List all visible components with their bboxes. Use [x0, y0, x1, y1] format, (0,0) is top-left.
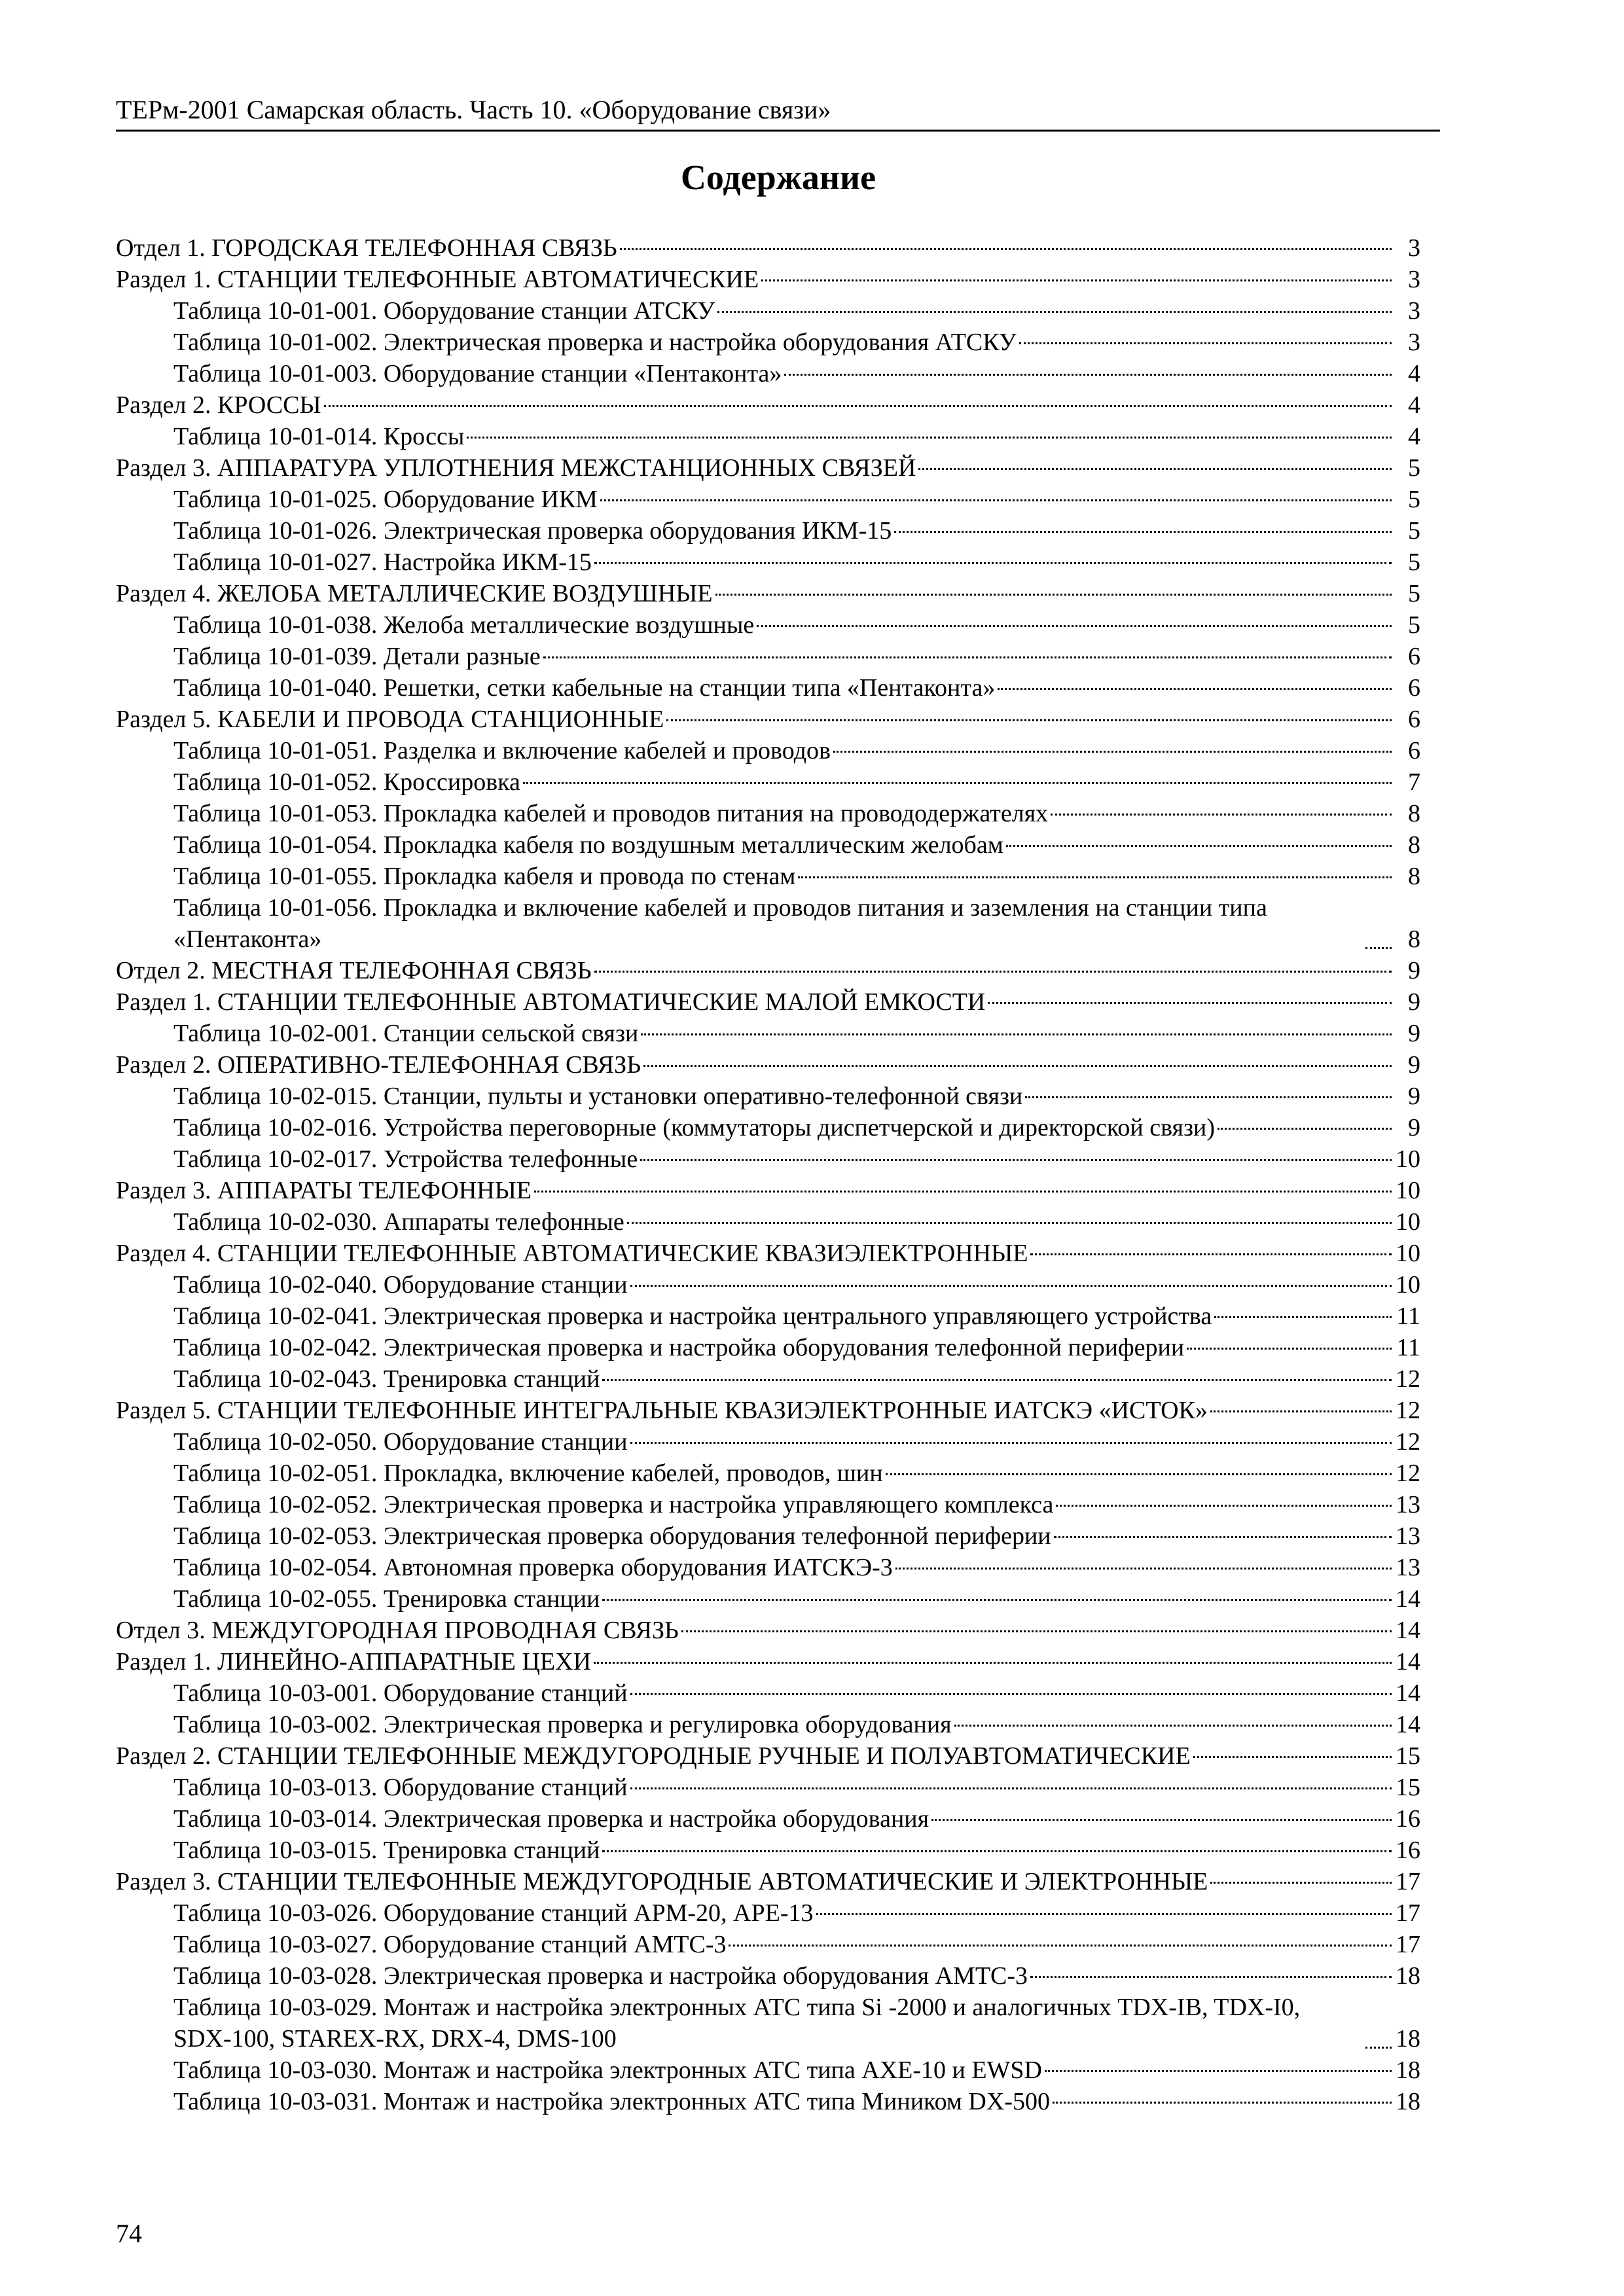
toc-entry[interactable] — [116, 1709, 1420, 1740]
toc-dot-leader — [1193, 1756, 1392, 1758]
toc-entry[interactable] — [116, 515, 1420, 547]
toc-entry-page: 9 — [1408, 1083, 1420, 1110]
toc-entry-page: 10 — [1396, 1271, 1420, 1299]
toc-dot-leader — [784, 374, 1392, 376]
toc-entry-label: Таблица 10-01-051. Разделка и включение кабелей и проводов — [173, 737, 831, 764]
toc-entry-page: 15 — [1396, 1774, 1420, 1801]
toc-entry-page: 9 — [1408, 957, 1420, 984]
toc-dot-leader — [1187, 1348, 1392, 1350]
toc-entry[interactable] — [116, 264, 1420, 295]
toc-dot-leader — [954, 1725, 1392, 1727]
toc-dot-leader — [1006, 845, 1392, 847]
toc-entry-page: 17 — [1396, 1868, 1420, 1895]
toc-dot-leader — [1365, 2047, 1392, 2049]
toc-entry-label: Таблица 10-01-053. Прокладка кабелей и проводов питания на провододержателях — [173, 800, 1049, 827]
toc-entry-page: 18 — [1396, 2056, 1420, 2084]
toc-entry[interactable] — [116, 955, 1420, 986]
toc-entry-label: Раздел 3. АППАРАТЫ ТЕЛЕФОННЫЕ — [116, 1177, 532, 1204]
toc-dot-leader — [641, 1033, 1392, 1035]
toc-dot-leader — [681, 1630, 1392, 1632]
toc-entry[interactable] — [116, 1112, 1420, 1143]
toc-dot-leader — [1045, 2070, 1392, 2072]
toc-entry-label: Раздел 4. ЖЕЛОБА МЕТАЛЛИЧЕСКИЕ ВОЗДУШНЫЕ — [116, 580, 713, 607]
toc-entry[interactable] — [116, 641, 1420, 672]
toc-entry[interactable] — [116, 232, 1420, 264]
toc-entry[interactable] — [116, 1206, 1420, 1238]
toc-dot-leader — [666, 719, 1392, 721]
toc-entry[interactable] — [116, 1143, 1420, 1175]
toc-entry-label: Таблица 10-01-025. Оборудование ИКМ — [173, 486, 598, 513]
toc-entry-label: Таблица 10-01-014. Кроссы — [173, 423, 465, 450]
toc-dot-leader — [1019, 342, 1392, 344]
toc-dot-leader — [523, 782, 1392, 784]
toc-entry-label: Раздел 2. СТАНЦИИ ТЕЛЕФОННЫЕ МЕЖДУГОРОДНЫЕ РУЧНЫЕ И ПОЛУАВТОМАТИЧЕСКИЕ — [116, 1742, 1191, 1770]
toc-entry[interactable] — [116, 1583, 1420, 1615]
toc-dot-leader — [886, 1473, 1392, 1475]
toc-entry-page: 11 — [1396, 1334, 1420, 1361]
toc-entry-label: Таблица 10-02-030. Аппараты телефонные — [173, 1208, 624, 1236]
toc-entry-label: Таблица 10-02-001. Станции сельской связи — [173, 1020, 639, 1047]
toc-entry-label: Раздел 5. КАБЕЛИ И ПРОВОДА СТАНЦИОННЫЕ — [116, 706, 664, 733]
toc-entry-page: 14 — [1396, 1679, 1420, 1707]
toc-entry[interactable] — [116, 2086, 1420, 2117]
toc-entry-page: 14 — [1396, 1617, 1420, 1644]
toc-entry[interactable] — [116, 1897, 1420, 1929]
toc-entry[interactable] — [116, 861, 1420, 892]
toc-entry-label: Таблица 10-03-026. Оборудование станций АРМ-20, АРЕ-13 — [173, 1899, 814, 1927]
toc-entry-page: 6 — [1408, 737, 1420, 764]
toc-entry-page: 8 — [1408, 925, 1420, 953]
toc-entry[interactable] — [116, 1740, 1420, 1772]
toc-entry-page: 3 — [1408, 297, 1420, 325]
toc-entry-label: Таблица 10-02-015. Станции, пульты и установки оперативно-телефонной связи — [173, 1083, 1023, 1110]
toc-entry-label: Раздел 1. ЛИНЕЙНО-АППАРАТНЫЕ ЦЕХИ — [116, 1648, 592, 1676]
toc-entry[interactable] — [116, 766, 1420, 798]
toc-dot-leader — [833, 751, 1392, 753]
toc-entry-label: Таблица 10-01-055. Прокладка кабеля и провода по стенам — [173, 863, 796, 890]
toc-entry-page: 4 — [1408, 391, 1420, 419]
toc-entry[interactable] — [116, 735, 1420, 766]
toc-entry-page: 14 — [1396, 1711, 1420, 1738]
toc-entry-page: 9 — [1408, 1020, 1420, 1047]
toc-entry-page: 10 — [1396, 1177, 1420, 1204]
toc-dot-leader — [761, 279, 1392, 281]
header-rule — [116, 130, 1440, 132]
toc-dot-leader — [1365, 947, 1392, 949]
toc-entry[interactable] — [116, 1081, 1420, 1112]
toc-dot-leader — [543, 656, 1392, 658]
toc-entry-page: 8 — [1408, 831, 1420, 859]
toc-entry-page: 12 — [1396, 1428, 1420, 1456]
toc-entry-page: 17 — [1396, 1899, 1420, 1927]
toc-dot-leader — [602, 1379, 1392, 1381]
toc-entry[interactable] — [116, 1395, 1420, 1426]
toc-entry-page: 4 — [1408, 360, 1420, 387]
toc-entry[interactable] — [116, 1772, 1420, 1803]
toc-entry-page: 18 — [1396, 2088, 1420, 2115]
toc-entry-label: Отдел 2. МЕСТНАЯ ТЕЛЕФОННАЯ СВЯЗЬ — [116, 957, 592, 984]
toc-dot-leader — [757, 625, 1392, 627]
toc-entry-label: Таблица 10-02-050. Оборудование станции — [173, 1428, 628, 1456]
toc-dot-leader — [1030, 1976, 1392, 1978]
toc-dot-leader — [602, 1599, 1392, 1601]
toc-dot-leader — [894, 531, 1392, 533]
toc-dot-leader — [602, 1850, 1392, 1852]
toc-entry-page: 16 — [1396, 1837, 1420, 1864]
toc-entry[interactable] — [116, 547, 1420, 578]
toc-entry[interactable] — [116, 1677, 1420, 1709]
toc-dot-leader — [594, 562, 1392, 564]
toc-entry-label: Таблица 10-02-053. Электрическая проверка оборудования телефонной периферии — [173, 1522, 1051, 1550]
toc-entry[interactable] — [116, 1992, 1420, 2054]
toc-entry-label: Раздел 2. КРОССЫ — [116, 391, 321, 419]
toc-entry-page: 15 — [1396, 1742, 1420, 1770]
toc-entry-page: 17 — [1396, 1931, 1420, 1958]
toc-entry-label: Раздел 2. ОПЕРАТИВНО-ТЕЛЕФОННАЯ СВЯЗЬ — [116, 1051, 641, 1079]
toc-entry-page: 6 — [1408, 643, 1420, 670]
toc-entry-page: 13 — [1396, 1491, 1420, 1518]
toc-entry-label: Таблица 10-02-054. Автономная проверка оборудования ИАТСКЭ-3 — [173, 1554, 893, 1581]
toc-entry-page: 9 — [1408, 988, 1420, 1016]
toc-entry-label: Таблица 10-03-015. Тренировка станций — [173, 1837, 600, 1864]
toc-entry-label: Таблица 10-02-042. Электрическая проверка и настройка оборудования телефонной периферии — [173, 1334, 1185, 1361]
toc-entry[interactable] — [116, 704, 1420, 735]
toc-dot-leader — [594, 1662, 1392, 1664]
toc-entry-label: Раздел 4. СТАНЦИИ ТЕЛЕФОННЫЕ АВТОМАТИЧЕСКИЕ КВАЗИЭЛЕКТРОННЫЕ — [116, 1240, 1028, 1267]
toc-entry-label: Таблица 10-01-039. Детали разные — [173, 643, 541, 670]
toc-dot-leader — [1056, 1505, 1392, 1507]
toc-entry[interactable] — [116, 1646, 1420, 1677]
toc-dot-leader — [630, 1442, 1392, 1444]
toc-entry[interactable] — [116, 421, 1420, 452]
toc-entry[interactable] — [116, 358, 1420, 389]
toc-entry[interactable] — [116, 1615, 1420, 1646]
toc-entry-label: Таблица 10-01-052. Кроссировка — [173, 768, 520, 796]
toc-entry[interactable] — [116, 672, 1420, 704]
toc-dot-leader — [895, 1568, 1392, 1570]
toc-entry-page: 9 — [1408, 1051, 1420, 1079]
toc-entry[interactable] — [116, 1803, 1420, 1835]
toc-entry-page: 5 — [1408, 486, 1420, 513]
toc-entry-label: Отдел 1. ГОРОДСКАЯ ТЕЛЕФОННАЯ СВЯЗЬ — [116, 234, 617, 262]
toc-dot-leader — [998, 688, 1392, 690]
toc-dot-leader — [729, 1945, 1392, 1946]
toc-entry-page: 14 — [1396, 1648, 1420, 1676]
toc-dot-leader — [630, 1285, 1392, 1287]
toc-dot-leader — [1051, 814, 1392, 816]
toc-entry-page: 3 — [1408, 266, 1420, 293]
toc-dot-leader — [918, 468, 1392, 470]
toc-dot-leader — [600, 499, 1392, 501]
toc-entry-label: Таблица 10-03-028. Электрическая проверка и настройка оборудования АМТС-3 — [173, 1962, 1028, 1990]
toc-entry[interactable] — [116, 578, 1420, 609]
toc-entry-label: Таблица 10-01-002. Электрическая проверка и настройка оборудования АТСКУ — [173, 329, 1017, 356]
toc-entry[interactable] — [116, 1238, 1420, 1269]
toc-entry[interactable] — [116, 1332, 1420, 1363]
toc-entry-page: 6 — [1408, 674, 1420, 702]
toc-entry-page: 13 — [1396, 1554, 1420, 1581]
toc-entry[interactable] — [116, 1269, 1420, 1300]
toc-entry[interactable] — [116, 986, 1420, 1018]
toc-entry[interactable] — [116, 1426, 1420, 1458]
toc-entry-page: 18 — [1396, 2025, 1420, 2053]
toc-entry-label: Таблица 10-02-016. Устройства переговорные (коммутаторы диспетчерской и директорской связи) — [173, 1114, 1216, 1141]
toc-entry-label: Раздел 1. СТАНЦИИ ТЕЛЕФОННЫЕ АВТОМАТИЧЕСКИЕ — [116, 266, 759, 293]
toc-entry[interactable] — [116, 1866, 1420, 1897]
toc-dot-leader — [467, 437, 1392, 439]
toc-entry-label: Таблица 10-01-038. Желоба металлические воздушные — [173, 611, 755, 639]
toc-entry-label: Таблица 10-03-002. Электрическая проверка и регулировка оборудования — [173, 1711, 952, 1738]
toc-dot-leader — [717, 311, 1392, 313]
toc-entry-page: 6 — [1408, 706, 1420, 733]
toc-entry[interactable] — [116, 1018, 1420, 1049]
toc-entry[interactable] — [116, 1552, 1420, 1583]
toc-entry-label: Таблица 10-02-055. Тренировка станции — [173, 1585, 600, 1613]
toc-entry-label: Таблица 10-02-051. Прокладка, включение кабелей, проводов, шин — [173, 1460, 883, 1487]
toc-entry-label: Раздел 1. СТАНЦИИ ТЕЛЕФОННЫЕ АВТОМАТИЧЕСКИЕ МАЛОЙ ЕМКОСТИ — [116, 988, 986, 1016]
toc-dot-leader — [1210, 1410, 1392, 1412]
toc-dot-leader — [1030, 1253, 1392, 1255]
toc-dot-leader — [534, 1191, 1392, 1193]
toc-entry[interactable] — [116, 1929, 1420, 1960]
toc-dot-leader — [988, 1002, 1392, 1004]
toc-entry-page: 18 — [1396, 1962, 1420, 1990]
toc-dot-leader — [798, 876, 1392, 878]
toc-entry-label: Раздел 3. СТАНЦИИ ТЕЛЕФОННЫЕ МЕЖДУГОРОДНЫЕ АВТОМАТИЧЕСКИЕ И ЭЛЕКТРОННЫЕ — [116, 1868, 1208, 1895]
toc-entry[interactable] — [116, 829, 1420, 861]
toc-entry-label: Таблица 10-02-043. Тренировка станций — [173, 1365, 600, 1393]
toc-entry-page: 3 — [1408, 329, 1420, 356]
toc-entry-page: 10 — [1396, 1145, 1420, 1173]
toc-entry[interactable] — [116, 892, 1420, 955]
page-title: Содержание — [680, 158, 876, 197]
toc-entry-label: Раздел 3. АППАРАТУРА УПЛОТНЕНИЯ МЕЖСТАНЦИОННЫХ СВЯЗЕЙ — [116, 454, 916, 482]
toc-entry[interactable] — [116, 1835, 1420, 1866]
toc-entry-label: Таблица 10-03-030. Монтаж и настройка электронных АТС типа АХЕ-10 и EWSD — [173, 2056, 1042, 2084]
toc-entry-page: 10 — [1396, 1208, 1420, 1236]
toc-entry-label: Таблица 10-02-052. Электрическая проверка и настройка управляющего комплекса — [173, 1491, 1054, 1518]
toc-entry-page: 12 — [1396, 1460, 1420, 1487]
toc-entry-page: 14 — [1396, 1585, 1420, 1613]
toc-dot-leader — [324, 405, 1392, 407]
toc-entry[interactable] — [116, 609, 1420, 641]
toc-entry-page: 11 — [1396, 1302, 1420, 1330]
toc-entry-label: Таблица 10-01-027. Настройка ИКМ-15 — [173, 548, 592, 576]
toc-entry-label: Таблица 10-01-056. Прокладка и включение кабелей и проводов питания и заземления на станции типа «Пентаконта» — [173, 894, 1267, 953]
toc-entry-label: Таблица 10-03-013. Оборудование станций — [173, 1774, 628, 1801]
toc-dot-leader — [1218, 1128, 1392, 1130]
toc-entry-page: 5 — [1408, 454, 1420, 482]
running-header: ТЕРм-2001 Самарская область. Часть 10. «Оборудование связи» — [116, 95, 831, 124]
toc-dot-leader — [643, 1065, 1392, 1067]
toc-entry-label: Таблица 10-01-040. Решетки, сетки кабельные на станции типа «Пентаконта» — [173, 674, 996, 702]
toc-entry-label: Таблица 10-03-031. Монтаж и настройка электронных АТС типа Миником DX-500 — [173, 2088, 1050, 2115]
toc-entry-page: 4 — [1408, 423, 1420, 450]
toc-dot-leader — [620, 248, 1392, 250]
toc-entry[interactable] — [116, 798, 1420, 829]
toc-entry-page: 3 — [1408, 234, 1420, 262]
toc-entry-page: 5 — [1408, 611, 1420, 639]
toc-dot-leader — [1210, 1882, 1392, 1884]
toc-entry-label: Таблица 10-03-001. Оборудование станций — [173, 1679, 628, 1707]
toc-entry[interactable] — [116, 452, 1420, 484]
toc-dot-leader — [594, 971, 1392, 973]
toc-entry-label: Таблица 10-02-041. Электрическая проверка и настройка центрального управляющего устройства — [173, 1302, 1212, 1330]
toc-entry-page: 13 — [1396, 1522, 1420, 1550]
toc-entry-label: Таблица 10-03-014. Электрическая проверка и настройка оборудования — [173, 1805, 929, 1833]
toc-dot-leader — [1054, 1536, 1392, 1538]
toc-entry[interactable] — [116, 1363, 1420, 1395]
toc-entry[interactable] — [116, 1049, 1420, 1081]
toc-entry-label: Таблица 10-03-027. Оборудование станций АМТС-3 — [173, 1931, 727, 1958]
table-of-contents — [116, 232, 1420, 2117]
toc-dot-leader — [630, 1787, 1392, 1789]
toc-entry-page: 16 — [1396, 1805, 1420, 1833]
toc-entry-page: 12 — [1396, 1365, 1420, 1393]
toc-entry[interactable] — [116, 1300, 1420, 1332]
toc-entry-label: Таблица 10-02-017. Устройства телефонные — [173, 1145, 638, 1173]
toc-dot-leader — [640, 1159, 1392, 1161]
toc-entry-label: Таблица 10-01-003. Оборудование станции «Пентаконта» — [173, 360, 782, 387]
toc-entry[interactable] — [116, 389, 1420, 421]
toc-entry[interactable] — [116, 1960, 1420, 1992]
toc-entry[interactable] — [116, 327, 1420, 358]
toc-entry-page: 12 — [1396, 1397, 1420, 1424]
toc-entry[interactable] — [116, 1489, 1420, 1520]
toc-entry-page: 10 — [1396, 1240, 1420, 1267]
toc-entry-page: 5 — [1408, 580, 1420, 607]
toc-entry-label: Таблица 10-02-040. Оборудование станции — [173, 1271, 628, 1299]
toc-entry[interactable] — [116, 295, 1420, 327]
toc-dot-leader — [1214, 1316, 1392, 1318]
toc-entry-label: Таблица 10-01-026. Электрическая проверка оборудования ИКМ-15 — [173, 517, 892, 545]
toc-dot-leader — [816, 1913, 1392, 1915]
toc-dot-leader — [1053, 2102, 1392, 2104]
toc-entry-label: Отдел 3. МЕЖДУГОРОДНАЯ ПРОВОДНАЯ СВЯЗЬ — [116, 1617, 679, 1644]
toc-dot-leader — [630, 1693, 1392, 1695]
toc-dot-leader — [627, 1222, 1392, 1224]
toc-dot-leader — [715, 594, 1392, 596]
toc-entry[interactable] — [116, 484, 1420, 515]
toc-entry-page: 7 — [1408, 768, 1420, 796]
toc-entry-page: 9 — [1408, 1114, 1420, 1141]
toc-entry[interactable] — [116, 1458, 1420, 1489]
toc-entry-label: Таблица 10-01-001. Оборудование станции АТСКУ — [173, 297, 715, 325]
toc-entry-label: Таблица 10-03-029. Монтаж и настройка электронных АТС типа Si -2000 и аналогичных TDX-IB, TDX-I0, SDX-100, STAREX-RX, DRX-4, DMS-100 — [173, 1994, 1301, 2053]
toc-entry-label: Раздел 5. СТАНЦИИ ТЕЛЕФОННЫЕ ИНТЕГРАЛЬНЫЕ КВАЗИЭЛЕКТРОННЫЕ ИАТСКЭ «ИСТОК» — [116, 1397, 1208, 1424]
toc-entry[interactable] — [116, 2054, 1420, 2086]
toc-dot-leader — [1025, 1096, 1392, 1098]
toc-dot-leader — [931, 1819, 1392, 1821]
toc-entry-page: 5 — [1408, 548, 1420, 576]
toc-entry-label: Таблица 10-01-054. Прокладка кабеля по воздушным металлическим желобам — [173, 831, 1003, 859]
toc-entry-page: 8 — [1408, 800, 1420, 827]
toc-entry[interactable] — [116, 1520, 1420, 1552]
toc-entry-page: 8 — [1408, 863, 1420, 890]
toc-entry-page: 5 — [1408, 517, 1420, 545]
page-number: 74 — [116, 2219, 142, 2248]
toc-entry[interactable] — [116, 1175, 1420, 1206]
